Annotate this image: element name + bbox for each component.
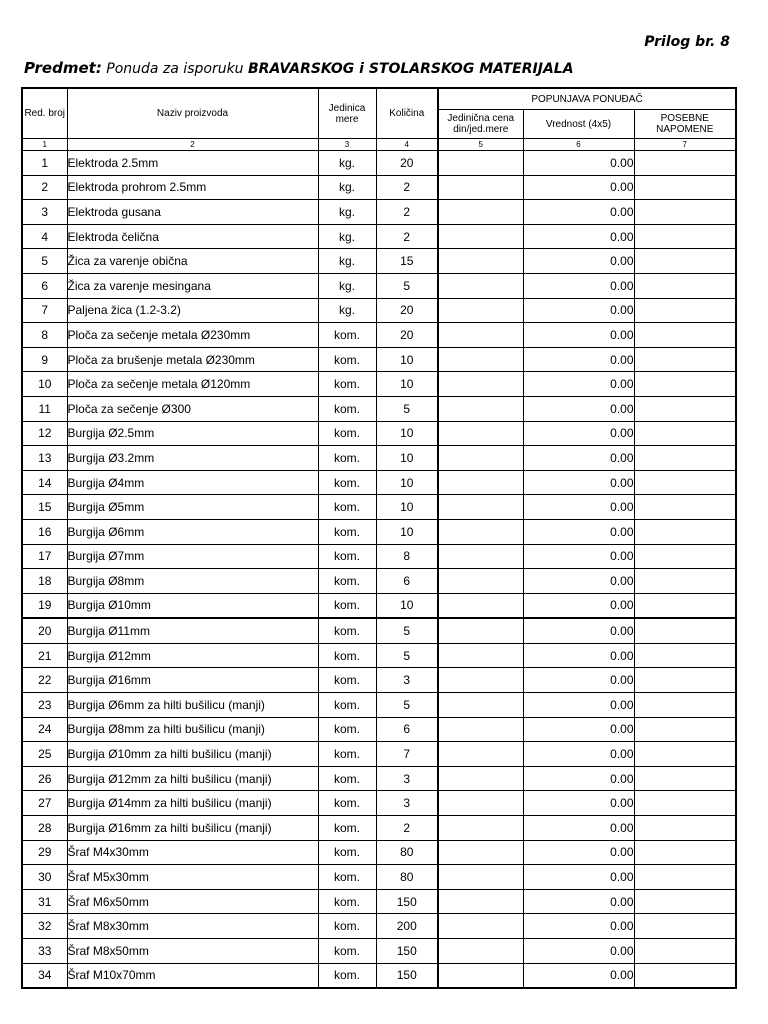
unit-price-cell[interactable] [438, 816, 523, 841]
value-cell: 0.00 [523, 224, 634, 249]
unit-cell: kom. [318, 840, 376, 865]
row-number-cell: 10 [22, 372, 67, 397]
unit-price-cell[interactable] [438, 323, 523, 348]
row-number-cell: 27 [22, 791, 67, 816]
notes-cell[interactable] [634, 446, 736, 471]
quantity-cell: 5 [376, 618, 438, 643]
row-number-cell: 16 [22, 519, 67, 544]
unit-price-cell[interactable] [438, 593, 523, 618]
unit-price-cell[interactable] [438, 151, 523, 176]
notes-cell[interactable] [634, 519, 736, 544]
product-name-cell: Žica za varenje mesingana [67, 273, 318, 298]
notes-cell[interactable] [634, 840, 736, 865]
product-name-cell: Ploča za sečenje metala Ø120mm [67, 372, 318, 397]
unit-cell: kom. [318, 519, 376, 544]
table-row [22, 569, 736, 594]
value-cell: 0.00 [523, 249, 634, 274]
quantity-cell: 2 [376, 200, 438, 225]
notes-cell[interactable] [634, 470, 736, 495]
unit-price-cell[interactable] [438, 495, 523, 520]
product-name-cell: Šraf M8x50mm [67, 939, 318, 964]
notes-cell[interactable] [634, 865, 736, 890]
quantity-cell: 10 [376, 347, 438, 372]
header-jedinica-mere: Jedinica mere [318, 88, 376, 139]
product-name-cell: Burgija Ø8mm za hilti bušilicu (manji) [67, 717, 318, 742]
column-number: 4 [376, 139, 438, 151]
value-cell: 0.00 [523, 791, 634, 816]
unit-cell: kom. [318, 347, 376, 372]
column-number: 5 [438, 139, 523, 151]
row-number-cell: 25 [22, 742, 67, 767]
product-name-cell: Burgija Ø16mm za hilti bušilicu (manji) [67, 816, 318, 841]
row-number-cell: 24 [22, 717, 67, 742]
row-number-cell: 8 [22, 323, 67, 348]
unit-cell: kg. [318, 298, 376, 323]
unit-cell: kom. [318, 396, 376, 421]
row-number-cell: 23 [22, 693, 67, 718]
value-cell: 0.00 [523, 446, 634, 471]
value-cell: 0.00 [523, 372, 634, 397]
row-number-cell: 32 [22, 914, 67, 939]
unit-cell: kom. [318, 569, 376, 594]
notes-cell[interactable] [634, 963, 736, 988]
unit-price-cell[interactable] [438, 372, 523, 397]
notes-cell[interactable] [634, 889, 736, 914]
table-row [22, 766, 736, 791]
product-name-cell: Burgija Ø10mm [67, 593, 318, 618]
unit-cell: kom. [318, 791, 376, 816]
row-number-cell: 15 [22, 495, 67, 520]
notes-cell[interactable] [634, 717, 736, 742]
notes-cell[interactable] [634, 372, 736, 397]
notes-cell[interactable] [634, 618, 736, 643]
unit-cell: kom. [318, 668, 376, 693]
table-row [22, 693, 736, 718]
table-row [22, 175, 736, 200]
quantity-cell: 20 [376, 298, 438, 323]
unit-price-cell[interactable] [438, 421, 523, 446]
quantity-cell: 8 [376, 544, 438, 569]
subject-label: Predmet: [24, 59, 102, 77]
row-number-cell: 29 [22, 840, 67, 865]
unit-price-cell[interactable] [438, 519, 523, 544]
row-number-cell: 13 [22, 446, 67, 471]
quantity-cell: 6 [376, 569, 438, 594]
value-cell: 0.00 [523, 914, 634, 939]
unit-cell: kom. [318, 421, 376, 446]
subject-line [24, 59, 574, 77]
attachment-number: Prilog br. 8 [644, 34, 730, 50]
value-cell: 0.00 [523, 668, 634, 693]
product-name-cell: Šraf M4x30mm [67, 840, 318, 865]
quantity-cell: 2 [376, 816, 438, 841]
product-name-cell: Burgija Ø2.5mm [67, 421, 318, 446]
unit-price-cell[interactable] [438, 446, 523, 471]
row-number-cell: 14 [22, 470, 67, 495]
product-name-cell: Elektroda čelična [67, 224, 318, 249]
header-naziv-proizvoda: Naziv proizvoda [67, 88, 318, 139]
product-name-cell: Burgija Ø14mm za hilti bušilicu (manji) [67, 791, 318, 816]
quantity-cell: 10 [376, 470, 438, 495]
product-name-cell: Šraf M6x50mm [67, 889, 318, 914]
value-cell: 0.00 [523, 643, 634, 668]
quantity-cell: 150 [376, 889, 438, 914]
row-number-cell: 26 [22, 766, 67, 791]
product-name-cell: Šraf M5x30mm [67, 865, 318, 890]
table-row [22, 840, 736, 865]
quantity-cell: 200 [376, 914, 438, 939]
product-name-cell: Elektroda gusana [67, 200, 318, 225]
product-name-cell: Elektroda prohrom 2.5mm [67, 175, 318, 200]
unit-cell: kom. [318, 816, 376, 841]
table-row [22, 323, 736, 348]
notes-cell[interactable] [634, 766, 736, 791]
row-number-cell: 11 [22, 396, 67, 421]
table-row [22, 816, 736, 841]
value-cell: 0.00 [523, 816, 634, 841]
product-name-cell: Burgija Ø6mm [67, 519, 318, 544]
table-row [22, 249, 736, 274]
unit-price-cell[interactable] [438, 865, 523, 890]
value-cell: 0.00 [523, 766, 634, 791]
notes-cell[interactable] [634, 200, 736, 225]
value-cell: 0.00 [523, 963, 634, 988]
unit-price-cell[interactable] [438, 643, 523, 668]
notes-cell[interactable] [634, 742, 736, 767]
row-number-cell: 20 [22, 618, 67, 643]
quantity-cell: 10 [376, 372, 438, 397]
column-number: 3 [318, 139, 376, 151]
table-row [22, 200, 736, 225]
value-cell: 0.00 [523, 889, 634, 914]
notes-cell[interactable] [634, 396, 736, 421]
row-number-cell: 7 [22, 298, 67, 323]
unit-cell: kom. [318, 618, 376, 643]
unit-cell: kom. [318, 766, 376, 791]
product-name-cell: Elektroda 2.5mm [67, 151, 318, 176]
quantity-cell: 20 [376, 323, 438, 348]
notes-cell[interactable] [634, 347, 736, 372]
row-number-cell: 6 [22, 273, 67, 298]
subject-bold-text: BRAVARSKOG i STOLARSKOG MATERIJALA [248, 61, 574, 77]
row-number-cell: 4 [22, 224, 67, 249]
column-number: 2 [67, 139, 318, 151]
notes-cell[interactable] [634, 593, 736, 618]
quantity-cell: 20 [376, 151, 438, 176]
unit-price-cell[interactable] [438, 963, 523, 988]
table-row [22, 643, 736, 668]
row-number-cell: 30 [22, 865, 67, 890]
value-cell: 0.00 [523, 421, 634, 446]
row-number-cell: 21 [22, 643, 67, 668]
table-row [22, 668, 736, 693]
unit-price-cell[interactable] [438, 249, 523, 274]
unit-cell: kom. [318, 865, 376, 890]
quantity-cell: 6 [376, 717, 438, 742]
table-row [22, 717, 736, 742]
unit-price-cell[interactable] [438, 717, 523, 742]
quantity-cell: 3 [376, 668, 438, 693]
row-number-cell: 5 [22, 249, 67, 274]
row-number-cell: 12 [22, 421, 67, 446]
unit-cell: kom. [318, 470, 376, 495]
quantity-cell: 2 [376, 224, 438, 249]
table-row [22, 939, 736, 964]
column-number: 1 [22, 139, 67, 151]
unit-cell: kom. [318, 914, 376, 939]
table-row [22, 273, 736, 298]
notes-cell[interactable] [634, 495, 736, 520]
notes-cell[interactable] [634, 323, 736, 348]
product-name-cell: Paljena žica (1.2-3.2) [67, 298, 318, 323]
table-row [22, 151, 736, 176]
table-row [22, 914, 736, 939]
quantity-cell: 80 [376, 840, 438, 865]
notes-cell[interactable] [634, 643, 736, 668]
value-cell: 0.00 [523, 519, 634, 544]
row-number-cell: 2 [22, 175, 67, 200]
subject-text: Ponuda za isporuku [101, 61, 249, 77]
value-cell: 0.00 [523, 151, 634, 176]
notes-cell[interactable] [634, 224, 736, 249]
unit-price-cell[interactable] [438, 569, 523, 594]
unit-price-cell[interactable] [438, 742, 523, 767]
table-row [22, 742, 736, 767]
value-cell: 0.00 [523, 273, 634, 298]
unit-cell: kg. [318, 224, 376, 249]
product-name-cell: Šraf M10x70mm [67, 963, 318, 988]
row-number-cell: 17 [22, 544, 67, 569]
quantity-cell: 5 [376, 273, 438, 298]
column-number-row [22, 139, 736, 151]
value-cell: 0.00 [523, 618, 634, 643]
quantity-cell: 7 [376, 742, 438, 767]
value-cell: 0.00 [523, 323, 634, 348]
unit-price-cell[interactable] [438, 914, 523, 939]
value-cell: 0.00 [523, 347, 634, 372]
unit-price-cell[interactable] [438, 175, 523, 200]
unit-price-cell[interactable] [438, 298, 523, 323]
row-number-cell: 9 [22, 347, 67, 372]
header-popunjava-ponudjac: POPUNJAVA PONUĐAČ [438, 88, 736, 110]
value-cell: 0.00 [523, 200, 634, 225]
row-number-cell: 18 [22, 569, 67, 594]
unit-cell: kg. [318, 151, 376, 176]
value-cell: 0.00 [523, 569, 634, 594]
unit-cell: kom. [318, 593, 376, 618]
table-row [22, 347, 736, 372]
table-row [22, 224, 736, 249]
table-row [22, 593, 736, 618]
unit-price-cell[interactable] [438, 840, 523, 865]
value-cell: 0.00 [523, 544, 634, 569]
notes-cell[interactable] [634, 175, 736, 200]
value-cell: 0.00 [523, 470, 634, 495]
product-name-cell: Burgija Ø5mm [67, 495, 318, 520]
unit-cell: kg. [318, 249, 376, 274]
quantity-cell: 150 [376, 963, 438, 988]
unit-cell: kom. [318, 446, 376, 471]
quantity-cell: 2 [376, 175, 438, 200]
header-vrednost: Vrednost (4x5) [523, 110, 634, 139]
notes-cell[interactable] [634, 914, 736, 939]
table-row [22, 865, 736, 890]
unit-cell: kom. [318, 939, 376, 964]
table-row [22, 421, 736, 446]
unit-price-cell[interactable] [438, 470, 523, 495]
unit-cell: kom. [318, 693, 376, 718]
unit-cell: kom. [318, 742, 376, 767]
unit-cell: kom. [318, 643, 376, 668]
table-row [22, 298, 736, 323]
quantity-cell: 3 [376, 791, 438, 816]
unit-cell: kom. [318, 495, 376, 520]
table-row [22, 791, 736, 816]
notes-cell[interactable] [634, 151, 736, 176]
table-row [22, 963, 736, 988]
value-cell: 0.00 [523, 593, 634, 618]
quantity-cell: 80 [376, 865, 438, 890]
table-row [22, 495, 736, 520]
value-cell: 0.00 [523, 865, 634, 890]
notes-cell[interactable] [634, 298, 736, 323]
row-number-cell: 34 [22, 963, 67, 988]
row-number-cell: 22 [22, 668, 67, 693]
quantity-cell: 15 [376, 249, 438, 274]
value-cell: 0.00 [523, 717, 634, 742]
offer-table-body [22, 88, 736, 988]
unit-cell: kg. [318, 200, 376, 225]
product-name-cell: Burgija Ø12mm za hilti bušilicu (manji) [67, 766, 318, 791]
notes-cell[interactable] [634, 816, 736, 841]
value-cell: 0.00 [523, 396, 634, 421]
unit-price-cell[interactable] [438, 200, 523, 225]
column-number: 7 [634, 139, 736, 151]
product-name-cell: Burgija Ø6mm za hilti bušilicu (manji) [67, 693, 318, 718]
product-name-cell: Burgija Ø12mm [67, 643, 318, 668]
quantity-cell: 10 [376, 519, 438, 544]
product-name-cell: Burgija Ø4mm [67, 470, 318, 495]
value-cell: 0.00 [523, 742, 634, 767]
product-name-cell: Žica za varenje obična [67, 249, 318, 274]
product-name-cell: Ploča za sečenje metala Ø230mm [67, 323, 318, 348]
notes-cell[interactable] [634, 569, 736, 594]
row-number-cell: 3 [22, 200, 67, 225]
table-row [22, 470, 736, 495]
value-cell: 0.00 [523, 298, 634, 323]
unit-price-cell[interactable] [438, 544, 523, 569]
unit-cell: kom. [318, 889, 376, 914]
notes-cell[interactable] [634, 693, 736, 718]
product-name-cell: Ploča za brušenje metala Ø230mm [67, 347, 318, 372]
unit-cell: kg. [318, 175, 376, 200]
value-cell: 0.00 [523, 693, 634, 718]
unit-cell: kom. [318, 323, 376, 348]
unit-cell: kg. [318, 273, 376, 298]
notes-cell[interactable] [634, 421, 736, 446]
table-row [22, 519, 736, 544]
unit-cell: kom. [318, 372, 376, 397]
unit-cell: kom. [318, 717, 376, 742]
header-kolicina: Količina [376, 88, 438, 139]
product-name-cell: Šraf M8x30mm [67, 914, 318, 939]
unit-price-cell[interactable] [438, 791, 523, 816]
quantity-cell: 5 [376, 643, 438, 668]
notes-cell[interactable] [634, 249, 736, 274]
quantity-cell: 5 [376, 396, 438, 421]
notes-cell[interactable] [634, 668, 736, 693]
quantity-cell: 10 [376, 593, 438, 618]
notes-cell[interactable] [634, 939, 736, 964]
unit-cell: kom. [318, 963, 376, 988]
unit-price-cell[interactable] [438, 273, 523, 298]
product-name-cell: Burgija Ø8mm [67, 569, 318, 594]
column-number: 6 [523, 139, 634, 151]
unit-price-cell[interactable] [438, 889, 523, 914]
table-row [22, 396, 736, 421]
table-row [22, 618, 736, 643]
row-number-cell: 33 [22, 939, 67, 964]
notes-cell[interactable] [634, 273, 736, 298]
table-row [22, 372, 736, 397]
table-row [22, 889, 736, 914]
unit-price-cell[interactable] [438, 693, 523, 718]
row-number-cell: 19 [22, 593, 67, 618]
product-name-cell: Burgija Ø11mm [67, 618, 318, 643]
product-name-cell: Ploča za sečenje Ø300 [67, 396, 318, 421]
row-number-cell: 28 [22, 816, 67, 841]
value-cell: 0.00 [523, 495, 634, 520]
quantity-cell: 3 [376, 766, 438, 791]
header-posebne-napomene: POSEBNE NAPOMENE [634, 110, 736, 139]
unit-cell: kom. [318, 544, 376, 569]
product-name-cell: Burgija Ø3.2mm [67, 446, 318, 471]
row-number-cell: 1 [22, 151, 67, 176]
offer-table [21, 87, 737, 989]
product-name-cell: Burgija Ø10mm za hilti bušilicu (manji) [67, 742, 318, 767]
product-name-cell: Burgija Ø16mm [67, 668, 318, 693]
quantity-cell: 10 [376, 446, 438, 471]
unit-price-cell[interactable] [438, 939, 523, 964]
header-red-broj: Red. broj [22, 88, 67, 139]
unit-price-cell[interactable] [438, 668, 523, 693]
unit-price-cell[interactable] [438, 618, 523, 643]
quantity-cell: 10 [376, 421, 438, 446]
notes-cell[interactable] [634, 544, 736, 569]
notes-cell[interactable] [634, 791, 736, 816]
unit-price-cell[interactable] [438, 766, 523, 791]
value-cell: 0.00 [523, 175, 634, 200]
product-name-cell: Burgija Ø7mm [67, 544, 318, 569]
unit-price-cell[interactable] [438, 224, 523, 249]
unit-price-cell[interactable] [438, 396, 523, 421]
unit-price-cell[interactable] [438, 347, 523, 372]
quantity-cell: 5 [376, 693, 438, 718]
value-cell: 0.00 [523, 840, 634, 865]
quantity-cell: 150 [376, 939, 438, 964]
quantity-cell: 10 [376, 495, 438, 520]
row-number-cell: 31 [22, 889, 67, 914]
table-row [22, 544, 736, 569]
table-row [22, 446, 736, 471]
value-cell: 0.00 [523, 939, 634, 964]
header-jedinicna-cena: Jedinična cena din/jed.mere [438, 110, 523, 139]
